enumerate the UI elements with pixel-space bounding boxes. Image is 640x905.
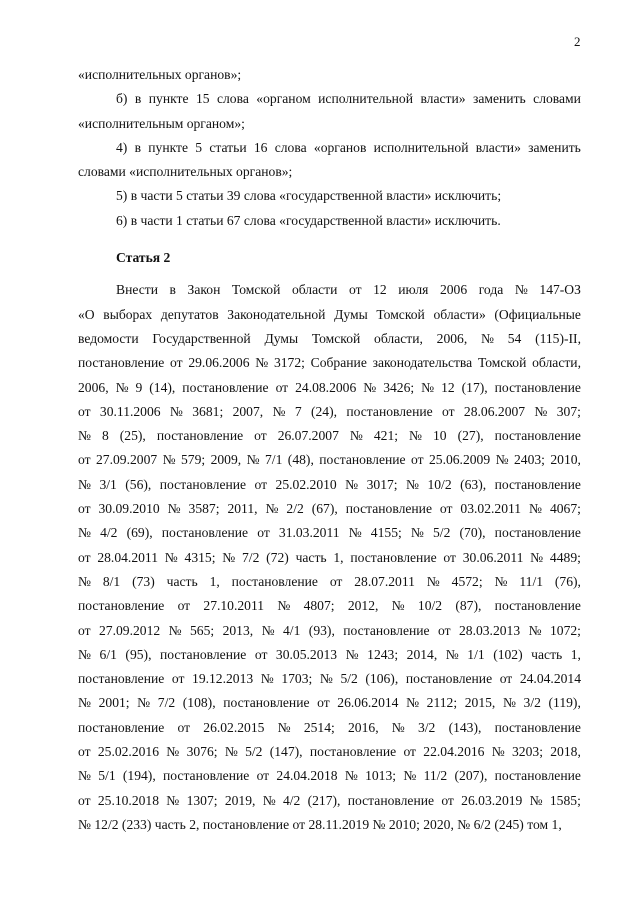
article-line: от 30.09.2010 № 3587; 2011, № 2/2 (67), постановление от 03.02.2011 № 4067; [78,501,581,517]
article-line: от 25.10.2018 № 1307; 2019, № 4/2 (217), постановление от 26.03.2019 № 1585; [78,792,581,808]
article-line: от 28.04.2011 № 4315; № 7/2 (72) часть 1, постановление от 30.06.2011 № 4489; [78,549,581,565]
amendment-item-5: 5) в части 5 статьи 39 слова «государственной власти» исключить; [116,188,502,204]
article-line: от 25.02.2016 № 3076; № 5/2 (147), постановление от 22.04.2016 № 3203; 2018, [78,744,581,760]
article-line: № 8/1 (73) часть 1, постановление от 28.07.2011 № 4572; № 11/1 (76), [78,573,581,589]
amendment-item-b-line-2: «исполнительным органом»; [78,115,245,131]
document-body [78,63,581,837]
page-number: 2 [574,34,581,49]
article-line: постановление от 26.02.2015 № 2514; 2016, № 3/2 (143), постановление [78,719,581,735]
article-line: № 5/1 (194), постановление от 24.04.2018 № 1013; № 11/2 (207), постановление [78,768,581,784]
article-heading: Статья 2 [116,250,171,266]
article-text [78,278,581,837]
amendment-item-4-line-1: 4) в пункте 5 статьи 16 слова «органов исполнительной власти» заменить [116,139,581,155]
amendment-item-6: 6) в части 1 статьи 67 слова «государственной власти» исключить. [116,212,501,228]
article-line: № 3/1 (56), постановление от 25.02.2010 № 3017; № 10/2 (63), постановление [78,476,581,492]
article-line: «О выборах депутатов Законодательной Думы Томской области» (Официальные [78,306,581,322]
article-line: постановление от 29.06.2006 № 3172; Собрание законодательства Томской области, [78,355,581,371]
article-line: от 27.09.2012 № 565; 2013, № 4/1 (93), постановление от 28.03.2013 № 1072; [78,622,581,638]
article-line: № 4/2 (69), постановление от 31.03.2011 № 4155; № 5/2 (70), постановление [78,525,581,541]
article-line: № 6/1 (95), постановление от 30.05.2013 № 1243; 2014, № 1/1 (102) часть 1, [78,646,581,662]
article-line: постановление от 27.10.2011 № 4807; 2012, № 10/2 (87), постановление [78,598,581,614]
amendment-item-b-line-1: б) в пункте 15 слова «органом исполнительной власти» заменить словами [116,91,581,107]
article-line: 2006, № 9 (14), постановление от 24.08.2006 № 3426; № 12 (17), постановление [78,379,581,395]
article-line: Внести в Закон Томской области от 12 июля 2006 года № 147-ОЗ [116,282,581,298]
amendment-item-4-line-2: словами «исполнительных органов»; [78,164,293,180]
article-line: № 12/2 (233) часть 2, постановление от 28.11.2019 № 2010; 2020, № 6/2 (245) том 1, [78,816,562,832]
amendment-continuation: «исполнительных органов»; [78,67,242,82]
article-line: от 27.09.2007 № 579; 2009, № 7/1 (48), постановление от 25.06.2009 № 2403; 2010, [78,452,581,468]
article-line: № 2001; № 7/2 (108), постановление от 26.06.2014 № 2112; 2015, № 3/2 (119), [78,695,581,711]
article-line: № 8 (25), постановление от 26.07.2007 № 421; № 10 (27), постановление [78,428,581,444]
article-line: от 30.11.2006 № 3681; 2007, № 7 (24), постановление от 28.06.2007 № 307; [78,403,581,419]
article-line: ведомости Государственной Думы Томской области, 2006, № 54 (115)-II, [78,330,581,346]
article-line: постановление от 19.12.2013 № 1703; № 5/2 (106), постановление от 24.04.2014 [78,671,581,687]
